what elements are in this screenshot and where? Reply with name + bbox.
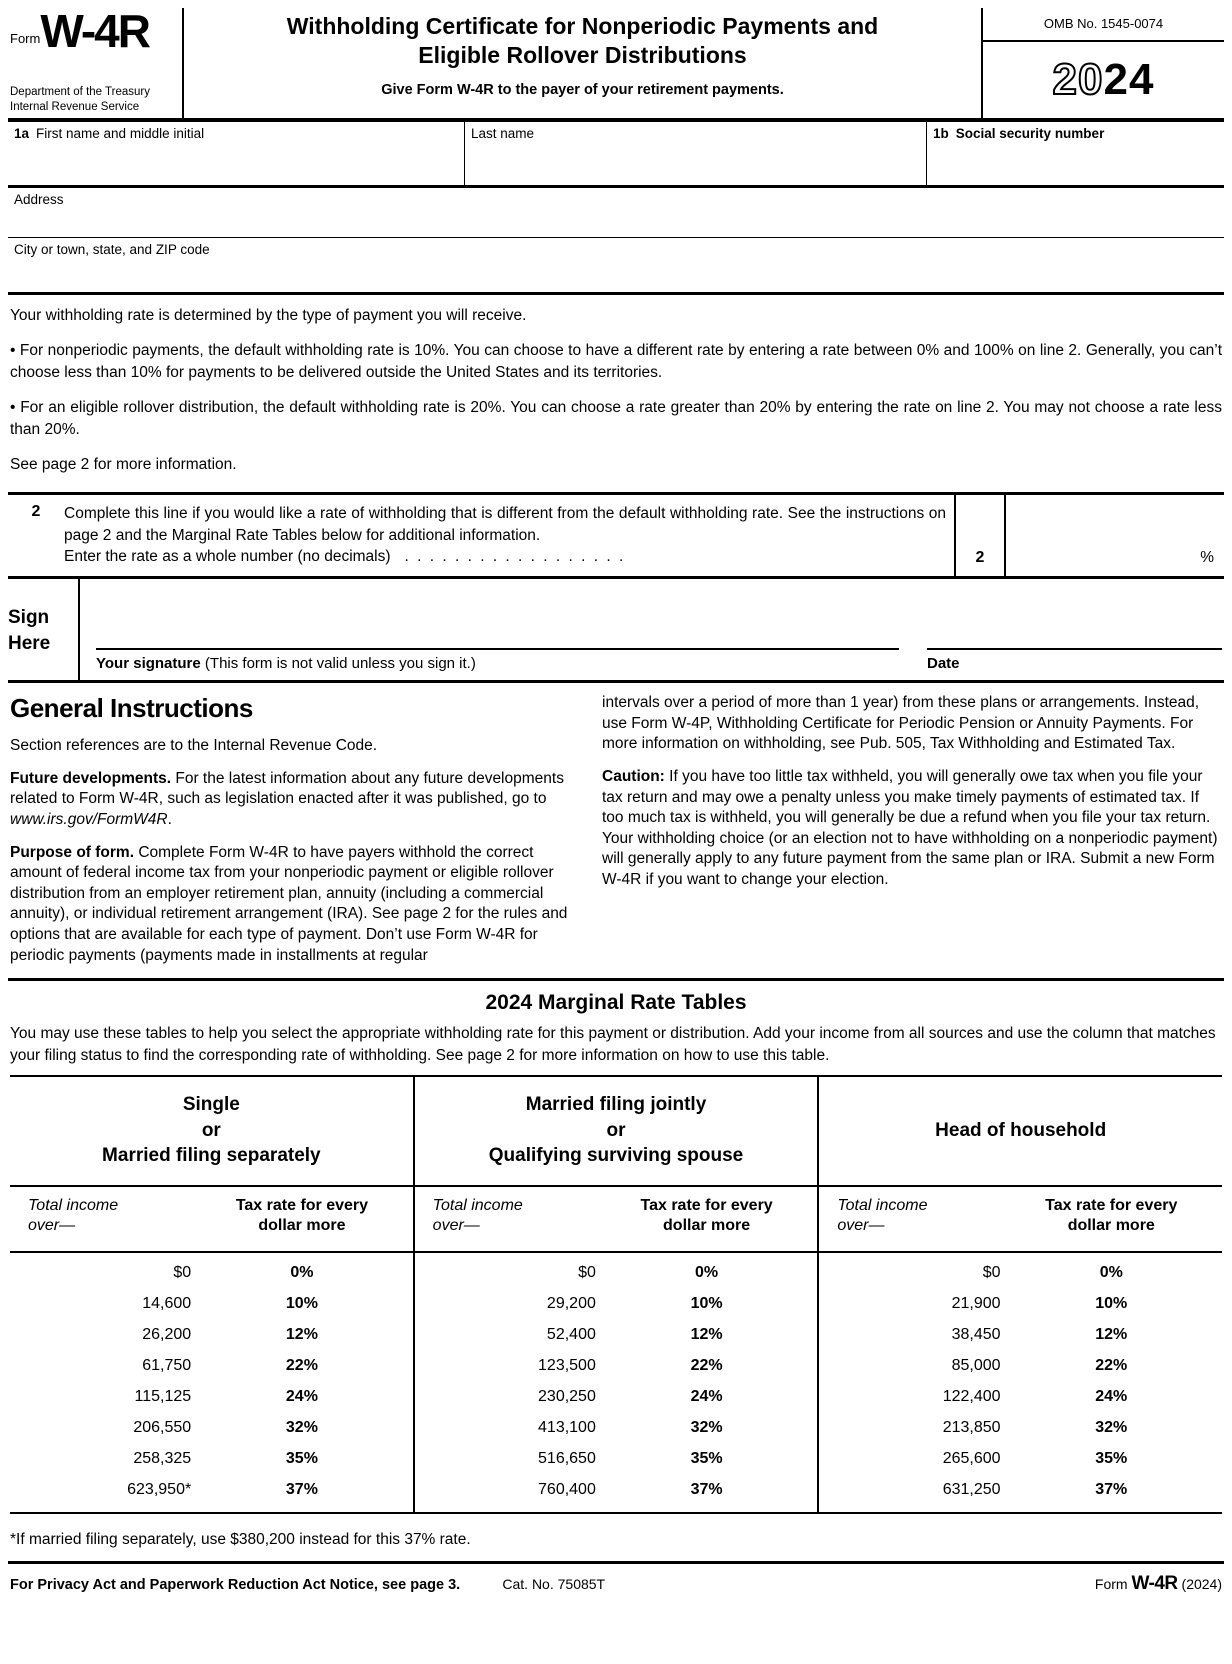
line-1a-number: 1a <box>14 126 30 141</box>
first-name-field[interactable] <box>8 122 465 185</box>
signature-line[interactable] <box>96 648 899 650</box>
filing-status-header-head-of-household: Head of household <box>819 1077 1222 1187</box>
signature-section <box>8 579 1224 683</box>
table-row: 29,200 10% <box>546 1295 723 1313</box>
rate-table <box>10 1075 1222 1514</box>
form-subtitle: Give Form W-4R to the payer of your retirement payments. <box>381 81 784 98</box>
tax-year <box>983 42 1224 118</box>
table-row: 623,950* 37% <box>127 1481 318 1499</box>
last-name-field[interactable] <box>465 122 927 185</box>
table-row: $0 0% <box>982 1264 1123 1282</box>
withholding-rate-info <box>8 295 1224 492</box>
total-income-header: Total income over— <box>837 1196 928 1235</box>
table-row: 115,125 24% <box>134 1388 318 1406</box>
rollover-bullet: • For an eligible rollover distribution, the default withholding rate is 20%. You can choose a rate greater than 20% by entering the rate on line 2. You may not choose a rate less than 20%. <box>10 399 1222 438</box>
table-row: 21,900 10% <box>951 1295 1128 1313</box>
rate-rows <box>819 1253 1222 1512</box>
total-income-header: Total income over— <box>28 1196 119 1235</box>
signature-field[interactable] <box>96 648 899 672</box>
address-field[interactable] <box>8 188 1224 238</box>
footer-form-id: Form W-4R (2024) <box>1094 1572 1222 1594</box>
table-row: 760,400 37% <box>538 1481 723 1499</box>
year-outline-part: 20 <box>1052 55 1104 104</box>
table-row: 26,200 12% <box>142 1326 318 1344</box>
rate-table-group-married-jointly <box>413 1077 818 1512</box>
table-row: 123,500 22% <box>538 1357 723 1375</box>
signature-area <box>80 579 1224 680</box>
total-income-header: Total income over— <box>432 1196 523 1235</box>
future-developments-para: Future developments. For the latest information about any future developments related to Form W-4R, such as legislation enacted after it was published, go to www.irs.gov/FormW4R. <box>10 769 564 828</box>
form-title: Withholding Certificate for Nonperiodic Payments and Eligible Rollover Distributions <box>286 13 879 68</box>
purpose-of-form-para: Purpose of form. Complete Form W-4R to have payers withhold the correct amount of federal income tax from your nonperiodic payment or eligible rollover distribution from an employer retirement plan, annuity (including a commercial annuity), or individual retirement arrangement (IRA). See page 2 for the rules and options that are available for each type of payment. Don’t use Form W-4R for periodic payments (payments made in installments at regular <box>10 843 568 964</box>
line-2-enter-rate-text: Enter the rate as a whole number (no decimals) <box>64 548 391 566</box>
ssn-label: Social security number <box>955 126 1105 141</box>
table-row: $0 0% <box>578 1264 719 1282</box>
marginal-rate-tables-heading: 2024 Marginal Rate Tables <box>485 991 747 1015</box>
table-row: 265,600 35% <box>942 1450 1128 1468</box>
dept-line2: Internal Revenue Service <box>10 100 140 113</box>
table-row: 122,400 24% <box>942 1388 1128 1406</box>
line-2-number: 2 <box>31 503 41 520</box>
line-2-text: Complete this line if you would like a rate of withholding that is different from the default withholding rate. See the instructions on page 2 and the Marginal Rate Tables below for additional information. <box>64 505 946 544</box>
first-name-label: First name and middle initial <box>36 126 205 141</box>
rate-table-footnote: *If married filing separately, use $380,200 instead for this 37% rate. <box>8 1522 1224 1564</box>
table-row: 38,450 12% <box>951 1326 1128 1344</box>
tax-rate-header: Tax rate for every dollar more <box>1045 1196 1178 1235</box>
filing-status-header-married-jointly: Married filing jointly or Qualifying surviving spouse <box>415 1077 818 1187</box>
form-header <box>8 5 1224 122</box>
caution-para: Caution: If you have too little tax withheld, you will generally owe tax when you file your tax return and may owe a penalty unless you make timely payments of estimated tax. If too much tax is withheld, you will generally be due a refund when you file your tax return. Your withholding choice (or an election not to have withholding on a nonperiodic payment) will generally apply to any future payment from the same plan or IRA. Submit a new Form W-4R if you want to change your election. <box>602 767 1218 888</box>
form-word: Form <box>10 30 41 46</box>
tax-rate-header: Tax rate for every dollar more <box>235 1196 369 1235</box>
city-state-zip-field[interactable] <box>8 238 1224 292</box>
filing-status-header-single: Single or Married filing separately <box>10 1077 413 1187</box>
column-headers <box>415 1187 818 1253</box>
line-2-instructions <box>64 495 954 576</box>
rate-entry-field[interactable] <box>1006 495 1224 576</box>
rate-intro: Your withholding rate is determined by the type of payment you will receive. <box>10 307 527 324</box>
marginal-rate-tables-intro: You may use these tables to help you select the appropriate withholding rate for this payment or distribution. Add your income from all sources and use the column that matches your filing status to find the corresponding rate of withholding. See page 2 for more information on how to use this table. <box>10 1025 1216 1064</box>
omb-year-block <box>981 8 1224 118</box>
nonperiodic-bullet: • For nonperiodic payments, the default withholding rate is 10%. You can choose to have a different rate by entering a rate between 0% and 100% on line 2. Generally, you can’t choose less than 10% for payments to be delivered outside the United States and its territories. <box>10 342 1222 381</box>
sign-here-label: Sign Here <box>8 579 80 680</box>
table-row: 14,600 10% <box>142 1295 318 1313</box>
privacy-act-notice: For Privacy Act and Paperwork Reduction Act Notice, see page 3. <box>10 1576 461 1593</box>
instructions-right-column <box>602 691 1222 966</box>
identity-fields <box>8 122 1224 295</box>
dept-line1: Department of the Treasury <box>10 86 150 99</box>
general-instructions <box>8 683 1224 978</box>
form-title-block <box>184 8 981 118</box>
address-label: Address <box>14 192 64 207</box>
table-row: 85,000 22% <box>951 1357 1128 1375</box>
table-row: 206,550 32% <box>133 1419 318 1437</box>
tax-rate-header: Tax rate for every dollar more <box>640 1196 773 1235</box>
line-2-box-label: 2 <box>954 495 1006 576</box>
general-instructions-heading: General Instructions <box>10 693 253 724</box>
table-row: $0 0% <box>173 1264 314 1282</box>
w4p-continuation-para: intervals over a period of more than 1 year) from these plans or arrangements. Instead, use Form W-4P, Withholding Certificate for Periodic Pension or Annuity Payments. For more information on withholding, see Pub. 505, Tax Withholding and Estimated Tax. <box>602 694 1200 753</box>
table-row: 61,750 22% <box>142 1357 318 1375</box>
name-ssn-row <box>8 122 1224 188</box>
catalog-number: Cat. No. 75085T <box>502 1575 606 1592</box>
line-1b-number: 1b <box>933 126 949 141</box>
table-row: 52,400 12% <box>546 1326 723 1344</box>
table-row: 631,250 37% <box>942 1481 1128 1499</box>
table-row: 258,325 35% <box>133 1450 318 1468</box>
column-headers <box>819 1187 1222 1253</box>
date-line[interactable] <box>927 648 1222 650</box>
date-label: Date <box>927 655 960 673</box>
rate-table-group-head-of-household <box>817 1077 1222 1512</box>
rate-rows <box>415 1253 818 1512</box>
form-id-block <box>8 5 184 118</box>
city-label: City or town, state, and ZIP code <box>14 242 210 257</box>
rate-rows <box>10 1253 413 1512</box>
omb-number: OMB No. 1545-0074 <box>983 8 1224 42</box>
last-name-label: Last name <box>471 126 535 141</box>
table-row: 230,250 24% <box>538 1388 723 1406</box>
ssn-field[interactable] <box>927 122 1224 185</box>
irs-url: www.irs.gov/FormW4R <box>10 810 168 828</box>
marginal-rate-tables-section <box>8 978 1224 1521</box>
date-field[interactable] <box>927 648 1222 672</box>
form-number: W-4R <box>40 5 149 57</box>
page-footer <box>8 1564 1224 1605</box>
year-solid-part: 24 <box>1103 55 1155 104</box>
column-headers <box>10 1187 413 1253</box>
table-row: 516,650 35% <box>538 1450 723 1468</box>
percent-sign: % <box>1200 549 1214 567</box>
section-references: Section references are to the Internal Revenue Code. <box>10 737 378 755</box>
table-row: 213,850 32% <box>942 1419 1128 1437</box>
dot-leader: . . . . . . . . . . . . . . . . . . <box>404 548 626 566</box>
see-page-2-note: See page 2 for more information. <box>10 456 237 473</box>
signature-label: Your signature (This form is not valid unless you sign it.) <box>96 655 476 673</box>
line-2-section <box>8 492 1224 579</box>
table-row: 413,100 32% <box>538 1419 723 1437</box>
instructions-left-column <box>10 691 602 966</box>
department-lines <box>10 85 178 114</box>
rate-table-group-single <box>10 1077 413 1512</box>
